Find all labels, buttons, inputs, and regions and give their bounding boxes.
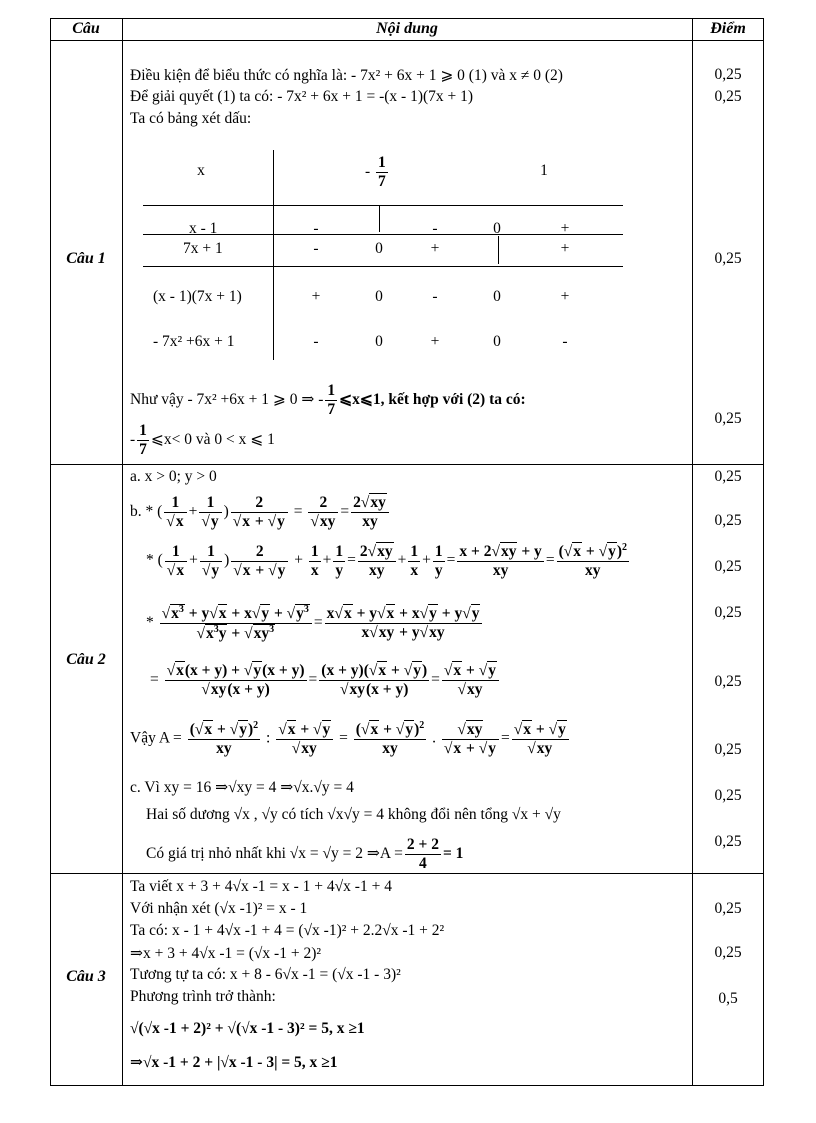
sign-cell: + — [560, 288, 570, 305]
row-divider-1 — [50, 464, 764, 465]
sign-cell: - — [562, 333, 568, 350]
cau1-conclusion-b: ⩽x⩽1, kết hợp với (2) ta có: — [339, 391, 526, 409]
cau2-part-c2: Hai số dương √x , √y có tích √x√y = 4 không đổi nên tổng √x + √y — [146, 806, 561, 823]
cau2-part-a: a. x > 0; y > 0 — [130, 468, 217, 485]
score: 0,25 — [714, 944, 742, 961]
cau2-c3-a: Có giá trị nhỏ nhất khi √x = √y = 2 ⇒A = — [146, 845, 403, 863]
sign-cell: 0 — [493, 220, 501, 237]
score: 0,25 — [714, 741, 742, 758]
cau3-line2: Với nhận xét (√x -1)² = x - 1 — [130, 900, 308, 917]
cau3-line3: Ta có: x - 1 + 4√x -1 + 4 = (√x -1)² + 2.2√x -1 + 2² — [130, 922, 445, 939]
score: 0,25 — [714, 468, 742, 485]
fraction-den: 4 — [405, 854, 441, 873]
fraction-den: 7 — [139, 441, 147, 458]
score: 0,25 — [714, 250, 742, 267]
score: 0,25 — [714, 410, 742, 427]
sign-row-label-1: x - 1 — [189, 220, 218, 237]
question-label-1: Câu 1 — [66, 250, 106, 267]
header-diem: Điểm — [710, 20, 746, 37]
question-label-3: Câu 3 — [66, 968, 106, 985]
score: 0,25 — [714, 66, 742, 83]
sign-table-line — [143, 205, 623, 206]
sign-table — [143, 150, 623, 365]
sign-cell: 0 — [375, 240, 383, 257]
cau3-line6: Phương trình trở thành: — [130, 988, 276, 1005]
sign-row-label-2: 7x + 1 — [183, 240, 223, 257]
cau2-b-line3: * $\frac{√x^3 + y√x + x√y + √y^3}{√x^3y + √xy^3}$ = $\frac{x√x + y√x + x√y + y√y}{x√xy + y√xy}$ — [146, 604, 484, 643]
cau2-c3-b: = 1 — [442, 845, 464, 863]
cau1-conclusion — [130, 382, 526, 419]
root1-sign: - — [365, 163, 371, 181]
cau1-conclusion-a: Như vậy - 7x² +6x + 1 ⩾ 0 ⇒ - — [130, 391, 324, 409]
cau2-part-c3 — [146, 836, 463, 873]
cau1-condition: Điều kiện để biểu thức có nghĩa là: - 7x² + 6x + 1 ⩾ 0 (1) và x ≠ 0 (2) — [130, 67, 563, 84]
table-border-bottom — [50, 1085, 764, 1086]
fraction-num: 1 — [327, 382, 336, 399]
cau3-line8: ⇒√x -1 + 2 + |√x -1 - 3| = 5, x ≥1 — [130, 1054, 338, 1071]
score: 0,25 — [714, 512, 742, 529]
cau1-final-a: - — [130, 431, 136, 449]
cau1-fraction — [137, 422, 149, 459]
cau3-line1: Ta viết x + 3 + 4√x -1 = x - 1 + 4√x -1 + 4 — [130, 878, 392, 895]
cau2-vay: Vậy A = — [130, 729, 182, 747]
sign-table-line — [143, 266, 623, 267]
column-divider-1 — [122, 18, 123, 1086]
cau3-line4: ⇒x + 3 + 4√x -1 = (√x -1 + 2)² — [130, 945, 322, 962]
fraction-num: 2 + 2 — [406, 836, 439, 853]
score: 0,25 — [714, 88, 742, 105]
sign-cell-bar — [498, 236, 499, 264]
sign-row-label-4: - 7x² +6x + 1 — [153, 333, 235, 350]
header-cau: Câu — [72, 20, 100, 37]
cau1-final-b: ⩽x< 0 và 0 < x ⩽ 1 — [150, 431, 275, 449]
cau1-final — [130, 422, 275, 459]
cau2-b-line1: b. * ( $\frac{1}{√x}$ + $\frac{1}{√y}$ ) $\frac{2}{√x + √y}$ = $\frac{2}{√xy}$ = $\frac{2√xy}{xy}$ — [130, 494, 391, 531]
sign-cell: - — [432, 288, 438, 305]
sign-table-x-header: x — [197, 162, 205, 179]
sign-cell: 0 — [375, 333, 383, 350]
cau3-line5: Tương tự ta có: x + 8 - 6√x -1 = (√x -1 - 3)² — [130, 966, 401, 983]
score: 0,25 — [714, 558, 742, 575]
sign-cell: + — [560, 240, 570, 257]
sign-cell: + — [560, 220, 570, 237]
cau2-b-line2: * ( $\frac{1}{√x}$ + $\frac{1}{√y}$ ) $\frac{2}{√x + √y}$ + $\frac{1}{x}$ + $\frac{1}{y}$ = $\frac{2√xy}{xy}$ + $\frac{1}{x}$ + $\frac{1}{y}$ = $\frac{x + 2√xy + y}{xy}$ = $\frac{(√x + √y)^2}{xy}$ — [146, 542, 627, 580]
cau1-factorization: Để giải quyết (1) ta có: - 7x² + 6x + 1 = -(x - 1)(7x + 1) — [130, 88, 474, 105]
star: * — [146, 614, 154, 632]
row-divider-2 — [50, 873, 764, 874]
score: 0,25 — [714, 673, 742, 690]
cau2-c3-fraction — [405, 836, 441, 873]
sign-cell: - — [432, 220, 438, 237]
sign-row-label-3: (x - 1)(7x + 1) — [153, 288, 242, 305]
answer-sheet-table — [50, 18, 764, 1086]
score: 0,25 — [714, 900, 742, 917]
cau2-part-c1: c. Vì xy = 16 ⇒√xy = 4 ⇒√x.√y = 4 — [130, 779, 354, 796]
column-divider-2 — [692, 18, 693, 1086]
header-divider — [50, 40, 764, 41]
score: 0,5 — [718, 990, 738, 1007]
table-border-left — [50, 18, 51, 1086]
root1-num: 1 — [378, 154, 386, 171]
root1-fraction — [376, 154, 388, 191]
sign-cell: + — [430, 240, 440, 257]
star: * — [146, 551, 154, 569]
sign-cell: + — [430, 333, 440, 350]
fraction-num: 1 — [139, 422, 147, 439]
sign-cell: + — [311, 288, 321, 305]
score: 0,25 — [714, 787, 742, 804]
sign-cell: 0 — [493, 288, 501, 305]
fraction-den: 7 — [327, 401, 336, 418]
sign-cell: 0 — [493, 333, 501, 350]
root1-den: 7 — [378, 173, 386, 190]
sign-table-root-1 — [365, 154, 390, 191]
cau2-result-A: Vậy A = $\frac{(√x + √y)^2}{xy}$ : $\frac{√x + √y}{√xy}$ = $\frac{(√x + √y)^2}{xy}$ . $\frac{√xy}{√x + √y}$ = $\frac{√x + √y}{√xy}$ — [130, 720, 571, 758]
score: 0,25 — [714, 604, 742, 621]
cau1-fraction — [325, 382, 337, 419]
sign-cell-bar — [379, 206, 380, 232]
question-label-2: Câu 2 — [66, 651, 106, 668]
sign-cell: - — [313, 333, 319, 350]
cau1-table-intro: Ta có bảng xét dấu: — [130, 110, 252, 127]
sign-table-divider — [273, 150, 274, 360]
score: 0,25 — [714, 833, 742, 850]
sign-cell: 0 — [375, 288, 383, 305]
cau2-b-line4: = $\frac{√x(x + y) + √y(x + y)}{√xy(x + y)}$ = $\frac{(x + y)(√x + √y)}{√xy(x + y)}$ = $\frac{√x + √y}{√xy}$ — [150, 662, 501, 699]
table-border-right — [763, 18, 764, 1086]
sign-cell: - — [313, 220, 319, 237]
sign-table-root-2: 1 — [540, 162, 548, 179]
cau3-line7: √(√x -1 + 2)² + √(√x -1 - 3)² = 5, x ≥1 — [130, 1020, 365, 1037]
header-noidung: Nội dung — [376, 20, 438, 37]
cau2-b-prefix: b. * ( — [130, 503, 163, 521]
sign-cell: - — [313, 240, 319, 257]
